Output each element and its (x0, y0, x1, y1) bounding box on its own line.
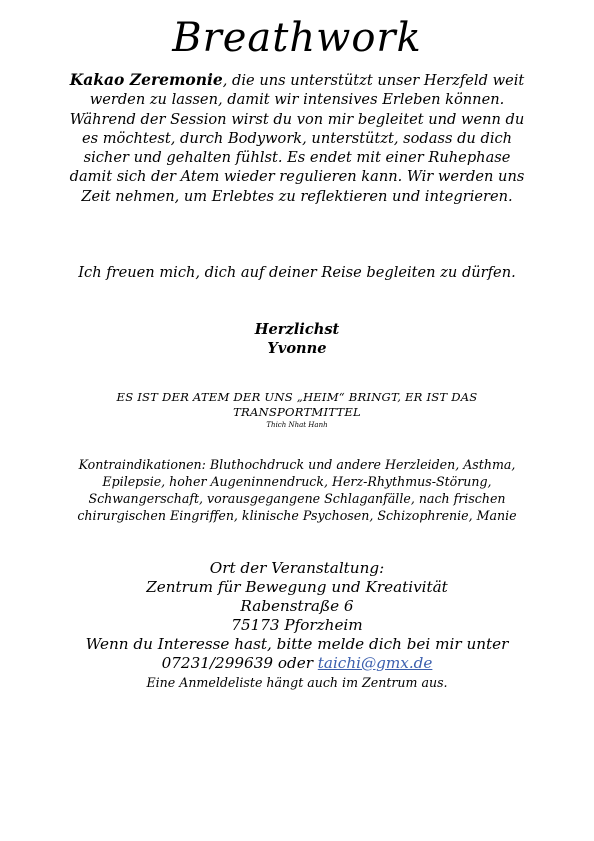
intro-highlight: Kakao Zeremonie (69, 70, 223, 89)
page-title: Breathwork (172, 15, 422, 61)
quote-line-1: ES IST DER ATEM DER UNS „HEIM“ BRINGT, ER IST DAS (116, 390, 478, 404)
venue-note: Eine Anmeldeliste hängt auch im Zentrum aus. (146, 675, 448, 690)
venue-phone: 07231/299639 oder (161, 654, 318, 672)
closing-sentence: Ich freuen mich, dich auf deiner Reise begleiten zu dürfen. (78, 264, 516, 281)
venue-city: 75173 Pforzheim (231, 616, 363, 634)
email-link[interactable]: taichi@gmx.de (317, 654, 433, 672)
contraindications-text: Kontraindikationen: Bluthochdruck und andere Herzleiden, Asthma, Epilepsie, hoher Augeninnendruck, Herz-Rhythmus-Störung, Schwangerschaft, vorausgegangene Schlaganfälle, nach frischen chirurgischen Eingriffen, klinische Psychosen, Schizophrenie, Manie (77, 457, 517, 523)
venue-heading: Ort der Veranstaltung: (209, 559, 385, 577)
venue-block (0, 559, 594, 673)
venue-street: Rabenstraße 6 (240, 597, 354, 615)
signature-name: Yvonne (267, 340, 327, 357)
signature-greeting: Herzlichst (254, 321, 340, 338)
venue-contact-line: Wenn du Interesse hast, bitte melde dich bei mir unter (85, 635, 509, 653)
quote (80, 390, 514, 420)
signature (0, 320, 594, 358)
venue-phone-email (0, 654, 594, 673)
intro-text: , die uns unterstützt unser Herzfeld weit werden zu lassen, damit wir intensives Erleben können. Während der Session wirst du von mir begleitet und wenn du es möchtest, durch Bodywork, unterstützt, sodass du dich sicher und gehalten fühlst. Es endet mit einer Ruhephase damit sich der Atem wieder regulieren kann. Wir werden uns Zeit nehmen, um Erlebtes zu reflektieren und integrieren. (69, 72, 525, 205)
quote-author: Thich Nhat Hanh (266, 421, 328, 429)
venue-name: Zentrum für Bewegung und Kreativität (146, 578, 448, 596)
quote-line-2: TRANSPORTMITTEL (233, 405, 361, 419)
intro-paragraph (62, 70, 532, 206)
